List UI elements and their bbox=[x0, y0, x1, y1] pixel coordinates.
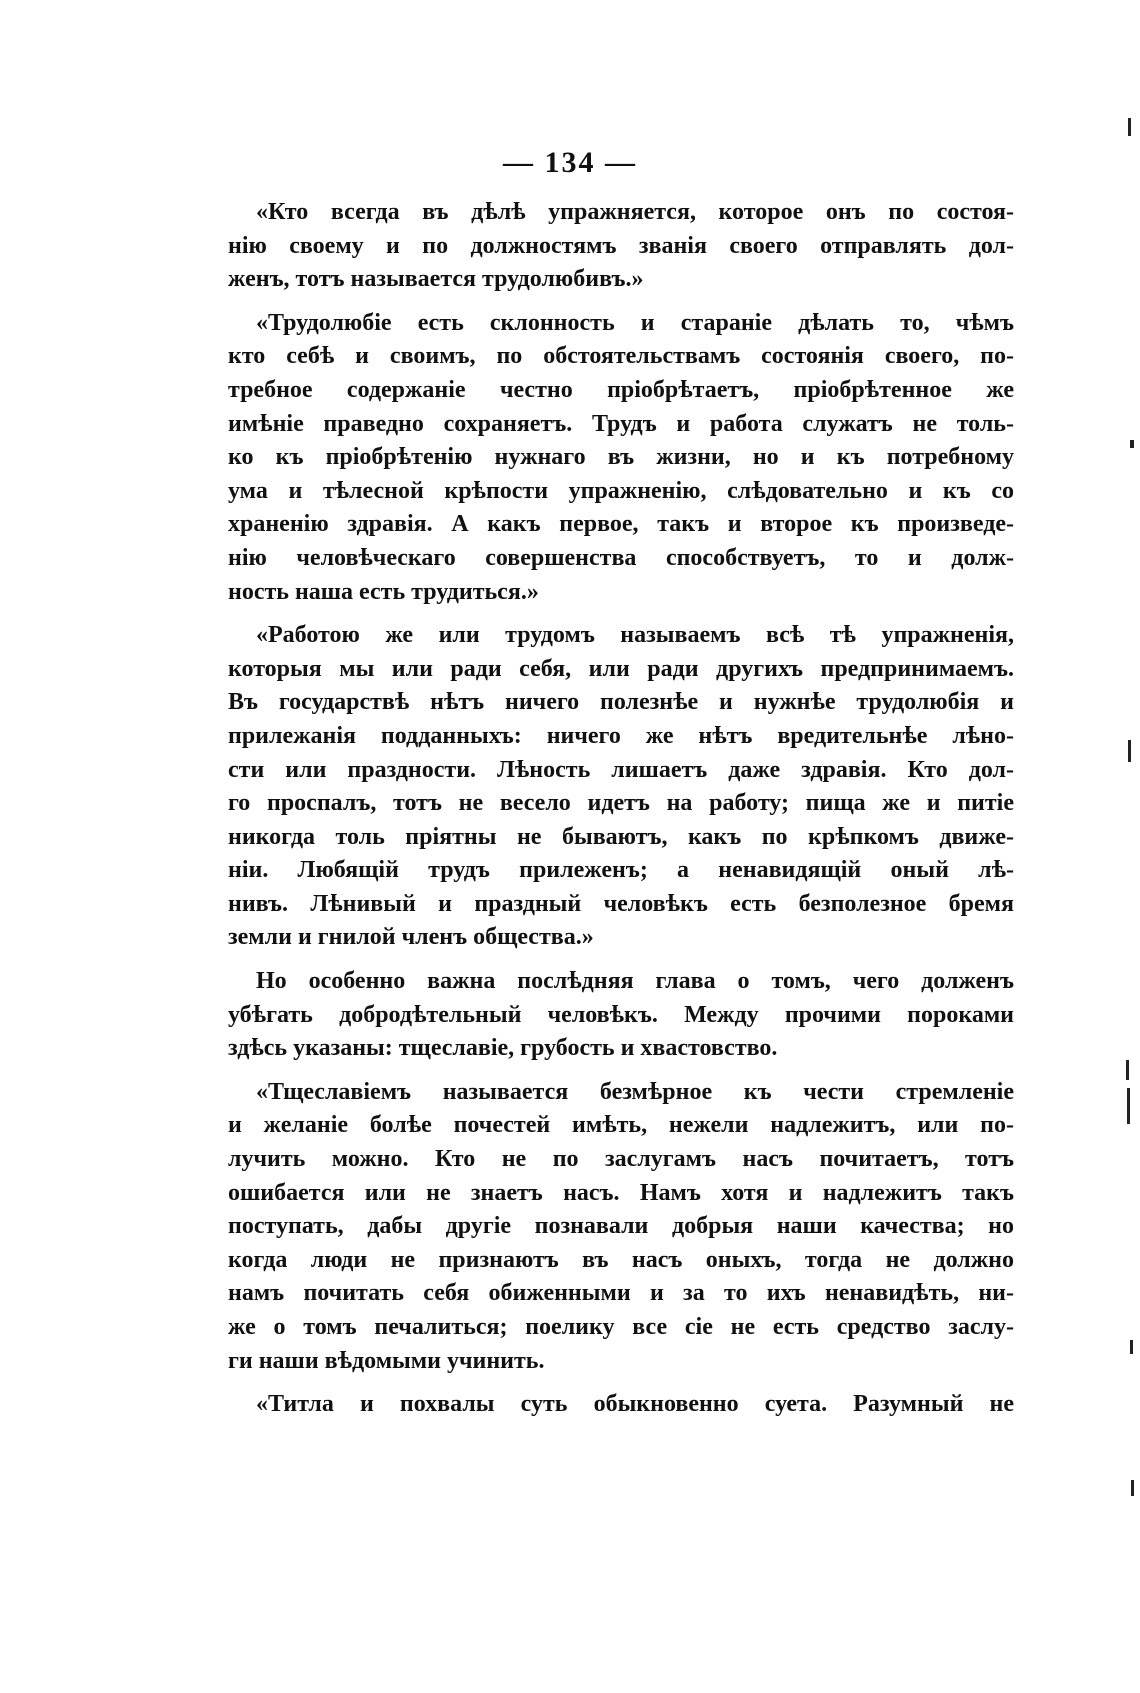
text-line: кто себѣ и своимъ, по обстоятельствамъ состоянія своего, по- bbox=[228, 343, 1014, 370]
text-line: которыя мы или ради себя, или ради другихъ предпринимаемъ. bbox=[228, 655, 1014, 682]
text-line: нію человѣческаго совершенства способствуетъ, то и долж- bbox=[228, 544, 1014, 571]
text-line: нію своему и по должностямъ званія своего отправлять дол- bbox=[228, 232, 1014, 259]
text-line: «Кто всегда въ дѣлѣ упражняется, которое онъ по состоя- bbox=[256, 199, 1014, 225]
text-line: же о томъ печалиться; поелику все сіе не есть средство заслу- bbox=[228, 1314, 1014, 1340]
text-line: нивъ. Лѣнивый и праздный человѣкъ есть безполезное бремя bbox=[228, 890, 1014, 917]
text-line: го проспалъ, тотъ не весело идетъ на работу; пища же и питіе bbox=[228, 790, 1014, 817]
text-line: никогда толь пріятны не бываютъ, какъ по крѣпкомъ движе- bbox=[228, 823, 1014, 850]
text-line: храненію здравія. А какъ первое, такъ и второе къ произведе- bbox=[228, 511, 1014, 538]
scan-mark bbox=[1130, 440, 1134, 448]
text-line: Но особенно важна послѣдняя глава о томъ, чего долженъ bbox=[256, 968, 1014, 995]
text-line: намъ почитать себя обиженными и за то ихъ ненавидѣть, ни- bbox=[228, 1280, 1014, 1307]
scan-mark bbox=[1128, 740, 1131, 762]
paragraph-last-chapter bbox=[228, 965, 1014, 1066]
text-line: земли и гнилой членъ общества.» bbox=[228, 924, 594, 951]
scan-mark bbox=[1127, 1088, 1130, 1124]
text-line: ность наша есть трудиться.» bbox=[228, 578, 539, 605]
paragraph-titles bbox=[228, 1388, 1014, 1422]
text-line: ко къ пріобрѣтенію нужнаго въ жизни, но и къ потребному bbox=[228, 444, 1014, 471]
scan-mark bbox=[1130, 1340, 1133, 1354]
text-line: сти или праздности. Лѣность лишаетъ даже здравія. Кто дол- bbox=[228, 756, 1014, 783]
paragraph-vanity bbox=[228, 1076, 1014, 1378]
scan-mark bbox=[1126, 1060, 1129, 1080]
text-line: ошибается или не знаетъ насъ. Намъ хотя и надлежитъ такъ bbox=[228, 1179, 1014, 1206]
text-line: «Титла и похвалы суть обыкновенно суета. Разумный не bbox=[256, 1391, 1014, 1418]
scan-mark bbox=[1131, 1480, 1134, 1496]
text-line: «Трудолюбіе есть склонность и стараніе дѣлать то, чѣмъ bbox=[256, 309, 1014, 336]
text-line: когда люди не признаютъ въ насъ оныхъ, тогда не должно bbox=[228, 1246, 1014, 1273]
page-number: — 134 — bbox=[503, 146, 637, 179]
text-line: имѣніе праведно сохраняетъ. Трудъ и работа служатъ не толь- bbox=[228, 410, 1014, 437]
text-line: и желаніе болѣе почестей имѣть, нежели надлежитъ, или по- bbox=[228, 1112, 1014, 1139]
paragraph-diligence bbox=[228, 307, 1014, 609]
text-line: «Работою же или трудомъ называемъ всѣ тѣ упражненія, bbox=[256, 622, 1014, 649]
text-line: лучить можно. Кто не по заслугамъ насъ почитаетъ, тотъ bbox=[228, 1146, 1014, 1173]
text-line: ніи. Любящій трудъ прилеженъ; а ненавидящій оный лѣ- bbox=[228, 857, 1014, 884]
paragraph-industrious-definition bbox=[228, 196, 1014, 297]
text-line: Въ государствѣ нѣтъ ничего полезнѣе и нужнѣе трудолюбія и bbox=[228, 689, 1014, 716]
text-line: «Тщеславіемъ называется безмѣрное къ чести стремленіе bbox=[256, 1078, 1014, 1105]
text-line: поступать, дабы другіе познавали добрыя наши качества; но bbox=[228, 1213, 1014, 1240]
text-line: ума и тѣлесной крѣпости упражненію, слѣдовательно и къ со bbox=[228, 477, 1014, 504]
page-text bbox=[228, 196, 1014, 1432]
text-line: здѣсь указаны: тщеславіе, грубость и хвастовство. bbox=[228, 1035, 778, 1062]
text-line: женъ, тотъ называется трудолюбивъ.» bbox=[228, 266, 644, 293]
text-line: требное содержаніе честно пріобрѣтаетъ, пріобрѣтенное же bbox=[228, 376, 1014, 403]
text-line: ги наши вѣдомыми учинить. bbox=[228, 1347, 545, 1374]
text-line: прилежанія подданныхъ: ничего же нѣтъ вредительнѣе лѣно- bbox=[228, 722, 1014, 749]
paragraph-work bbox=[228, 619, 1014, 955]
text-line: убѣгать добродѣтельный человѣкъ. Между прочими пороками bbox=[228, 1001, 1014, 1028]
scan-mark bbox=[1128, 118, 1131, 136]
